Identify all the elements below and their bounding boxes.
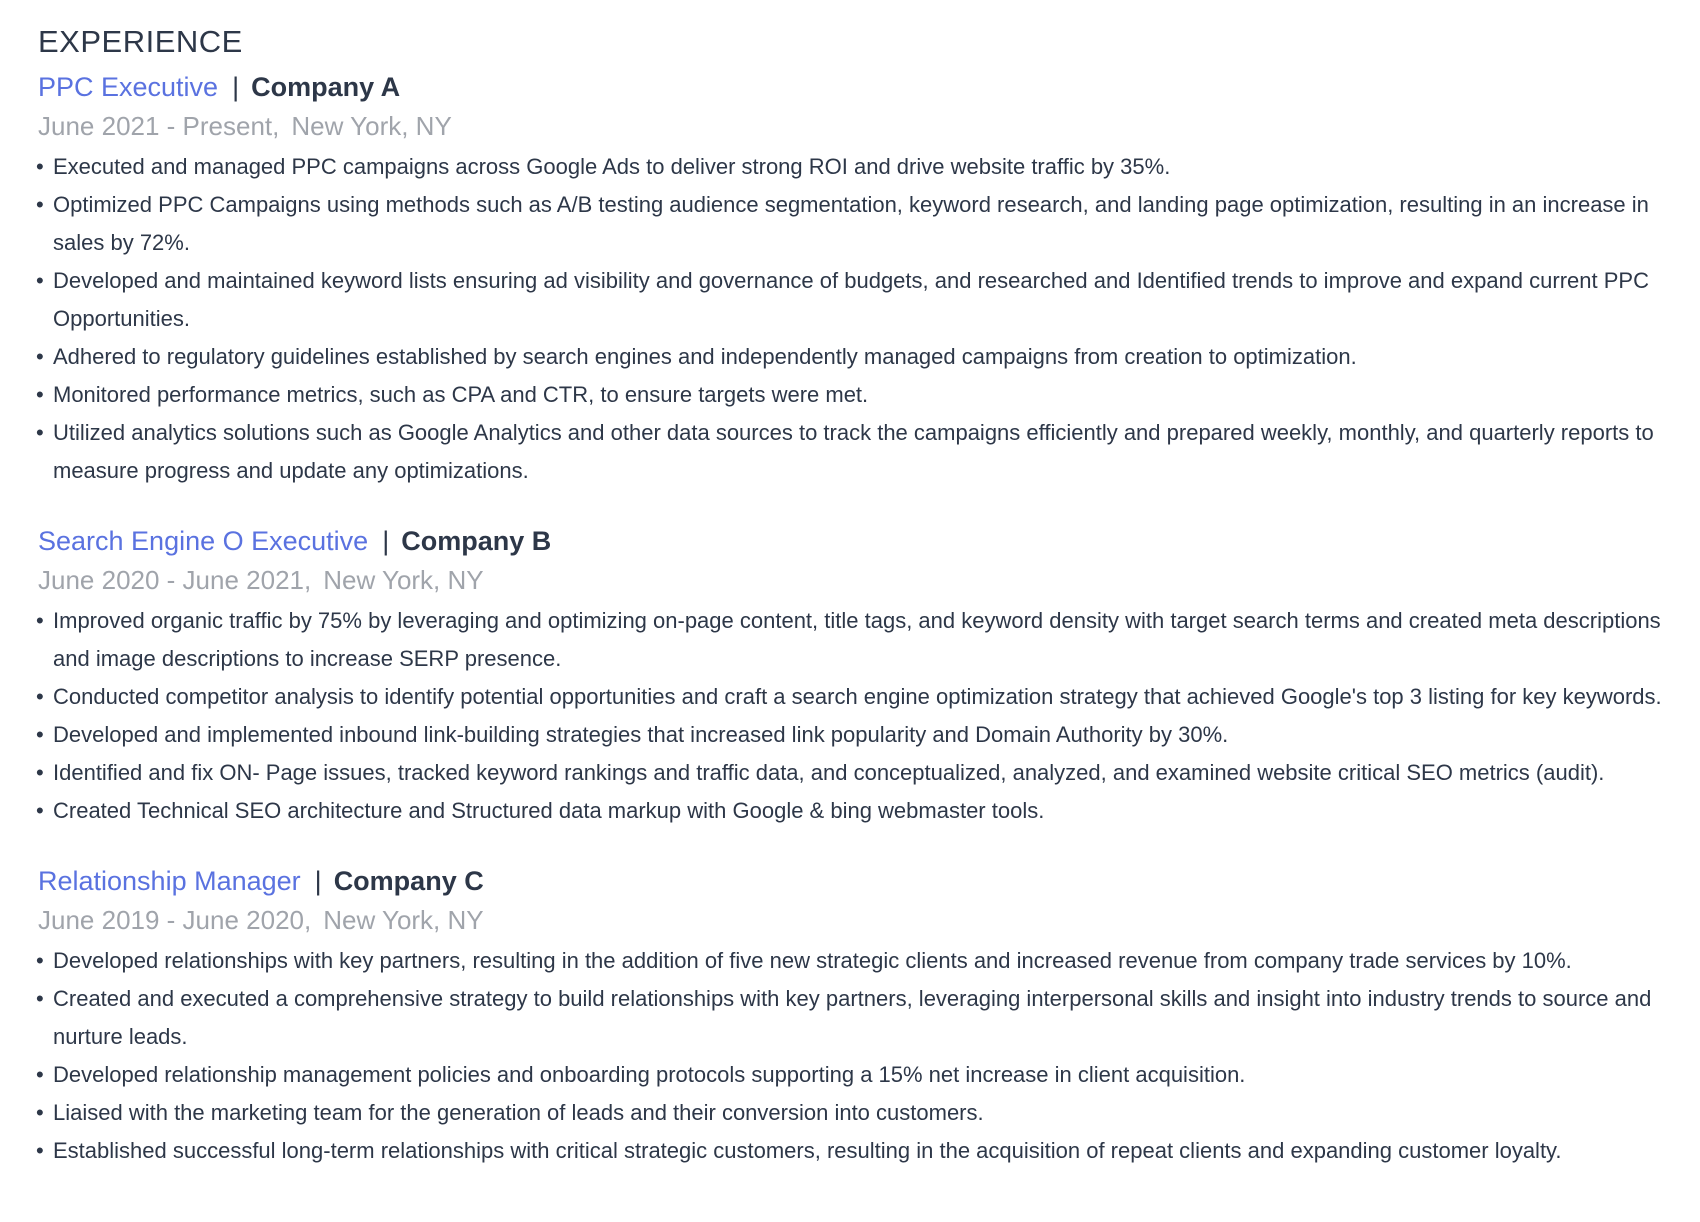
- job-location: New York, NY: [323, 905, 484, 935]
- bullet-item: • Improved organic traffic by 75% by leveraging and optimizing on-page content, title tags, and keyword density with target search terms and created meta descriptions and image descriptions to increase SERP presence.: [38, 602, 1670, 678]
- bullet-item: • Conducted competitor analysis to identify potential opportunities and craft a search engine optimization strategy that achieved Google's top 3 listing for key keywords.: [38, 678, 1670, 716]
- job-dates: June 2021 - Present,: [38, 111, 280, 141]
- job-location: New York, NY: [323, 565, 484, 595]
- job-meta: [38, 560, 1670, 600]
- job-header: [38, 522, 1670, 560]
- job-title: Search Engine O Executive: [38, 526, 369, 556]
- separator: |: [382, 526, 390, 556]
- job-dates: June 2019 - June 2020,: [38, 905, 312, 935]
- company-name: Company A: [251, 72, 401, 102]
- bullet-item: • Created and executed a comprehensive strategy to build relationships with key partners, leveraging interpersonal skills and insight into industry trends to source and nurture leads.: [38, 980, 1670, 1056]
- bullet-item: • Adhered to regulatory guidelines established by search engines and independently managed campaigns from creation to optimization.: [38, 338, 1670, 376]
- bullet-item: • Developed and implemented inbound link-building strategies that increased link popularity and Domain Authority by 30%.: [38, 716, 1670, 754]
- job-location: New York, NY: [291, 111, 452, 141]
- bullet-item: • Developed relationship management policies and onboarding protocols supporting a 15% net increase in client acquisition.: [38, 1056, 1670, 1094]
- job-header: [38, 68, 1670, 106]
- job-entry: [38, 522, 1670, 830]
- bullet-item: • Developed relationships with key partners, resulting in the addition of five new strategic clients and increased revenue from company trade services by 10%.: [38, 942, 1670, 980]
- bullet-item: • Monitored performance metrics, such as CPA and CTR, to ensure targets were met.: [38, 376, 1670, 414]
- job-header: [38, 862, 1670, 900]
- job-dates: June 2020 - June 2021,: [38, 565, 312, 595]
- bullet-item: • Developed and maintained keyword lists ensuring ad visibility and governance of budgets, and researched and Identified trends to improve and expand current PPC Opportunities.: [38, 262, 1670, 338]
- separator: |: [232, 72, 240, 102]
- bullet-list: [38, 942, 1670, 1170]
- bullet-item: • Executed and managed PPC campaigns across Google Ads to deliver strong ROI and drive website traffic by 35%.: [38, 148, 1670, 186]
- bullet-item: • Created Technical SEO architecture and Structured data markup with Google & bing webmaster tools.: [38, 792, 1670, 830]
- job-entry: [38, 68, 1670, 490]
- job-title: PPC Executive: [38, 72, 219, 102]
- section-title: EXPERIENCE: [38, 24, 243, 59]
- bullet-item: • Optimized PPC Campaigns using methods such as A/B testing audience segmentation, keyword research, and landing page optimization, resulting in an increase in sales by 72%.: [38, 186, 1670, 262]
- separator: |: [314, 866, 322, 896]
- bullet-item: • Utilized analytics solutions such as Google Analytics and other data sources to track the campaigns efficiently and prepared weekly, monthly, and quarterly reports to measure progress and update any optimizations.: [38, 414, 1670, 490]
- company-name: Company B: [401, 526, 552, 556]
- job-entry: [38, 862, 1670, 1170]
- bullet-item: • Established successful long-term relationships with critical strategic customers, resulting in the acquisition of repeat clients and expanding customer loyalty.: [38, 1132, 1670, 1170]
- bullet-item: • Identified and fix ON- Page issues, tracked keyword rankings and traffic data, and conceptualized, analyzed, and examined website critical SEO metrics (audit).: [38, 754, 1670, 792]
- job-meta: [38, 106, 1670, 146]
- job-meta: [38, 900, 1670, 940]
- job-title: Relationship Manager: [38, 866, 301, 896]
- bullet-item: • Liaised with the marketing team for the generation of leads and their conversion into customers.: [38, 1094, 1670, 1132]
- company-name: Company C: [333, 866, 484, 896]
- bullet-list: [38, 148, 1670, 490]
- bullet-list: [38, 602, 1670, 830]
